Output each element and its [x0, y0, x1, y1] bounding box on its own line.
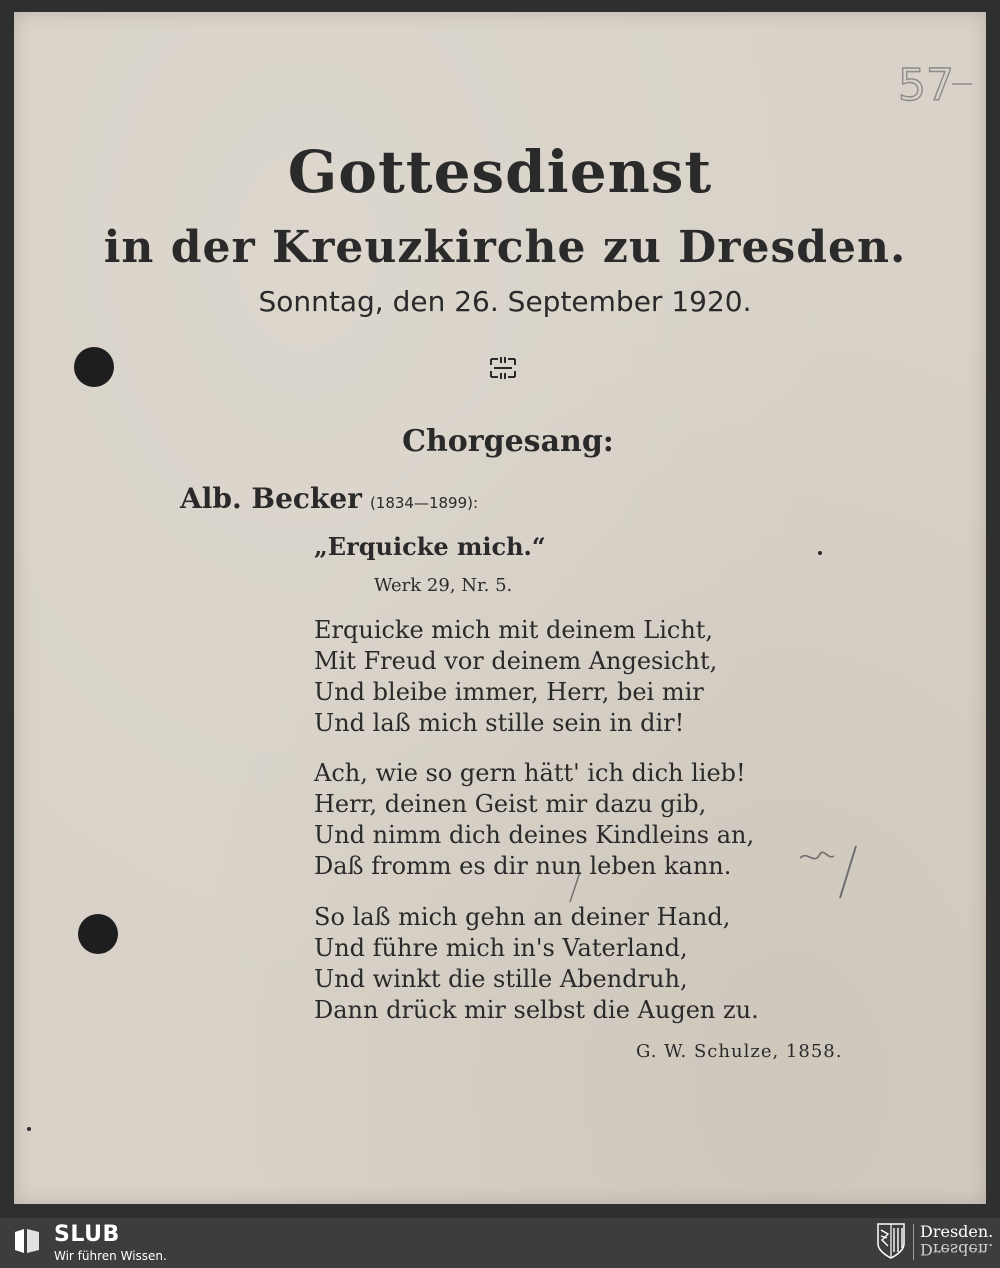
lyricist-credit: G. W. Schulze, 1858.: [636, 1041, 843, 1062]
opus-number: Werk 29, Nr. 5.: [374, 575, 513, 596]
verse-line: Herr, deinen Geist mir dazu gib,: [314, 790, 707, 818]
ink-speck: [27, 1127, 31, 1131]
composer-name: Alb. Becker: [180, 482, 362, 515]
dresden-crest-icon: [876, 1222, 906, 1260]
verse-line: Erquicke mich mit deinem Licht,: [314, 616, 714, 644]
section-heading: Chorgesang:: [402, 424, 614, 459]
verse-line: So laß mich gehn an deiner Hand,: [314, 903, 731, 931]
ink-speck: [818, 551, 822, 555]
verse-line: Dann drück mir selbst die Augen zu.: [314, 996, 759, 1024]
service-date: Sonntag, den 26. September 1920.: [258, 285, 752, 318]
verse-line: Und winkt die stille Abendruh,: [314, 965, 688, 993]
verse-line: Mit Freud vor deinem Angesicht,: [314, 647, 718, 675]
stanza: [314, 615, 717, 739]
document-subtitle: in der Kreuzkirche zu Dresden.: [103, 222, 907, 273]
verse-line: Und nimm dich deines Kindleins an,: [314, 821, 755, 849]
stanza: [314, 902, 759, 1026]
composer-years: (1834—1899):: [369, 494, 479, 512]
library-name[interactable]: SLUB: [54, 1222, 120, 1247]
composer: [180, 482, 478, 515]
footer-bar: [0, 1218, 1000, 1268]
city-name[interactable]: Dresden.: [920, 1222, 994, 1241]
pencil-marks: [790, 842, 870, 912]
ornament-icon: [488, 353, 518, 383]
verse-line: Ach, wie so gern hätt' ich dich lieb!: [314, 759, 746, 787]
footer-divider: [913, 1224, 914, 1260]
slub-logo-icon[interactable]: [12, 1226, 42, 1256]
pencil-page-number: [880, 56, 980, 116]
pencil-page-number-text: 57: [898, 60, 954, 111]
city-name-reflection: Dresden.: [920, 1240, 994, 1259]
verse-line: Und laß mich stille sein in dir!: [314, 709, 685, 737]
work-title: „Erquicke mich.“: [314, 532, 546, 561]
verse-line: Und bleibe immer, Herr, bei mir: [314, 678, 704, 706]
stanza: [314, 758, 754, 882]
punch-hole: [74, 347, 114, 387]
punch-hole: [78, 914, 118, 954]
library-tagline: Wir führen Wissen.: [54, 1249, 167, 1263]
verse-line: Daß fromm es dir nun leben kann.: [314, 852, 732, 880]
document-title: Gottesdienst: [287, 138, 713, 206]
verse-line: Und führe mich in's Vaterland,: [314, 934, 688, 962]
